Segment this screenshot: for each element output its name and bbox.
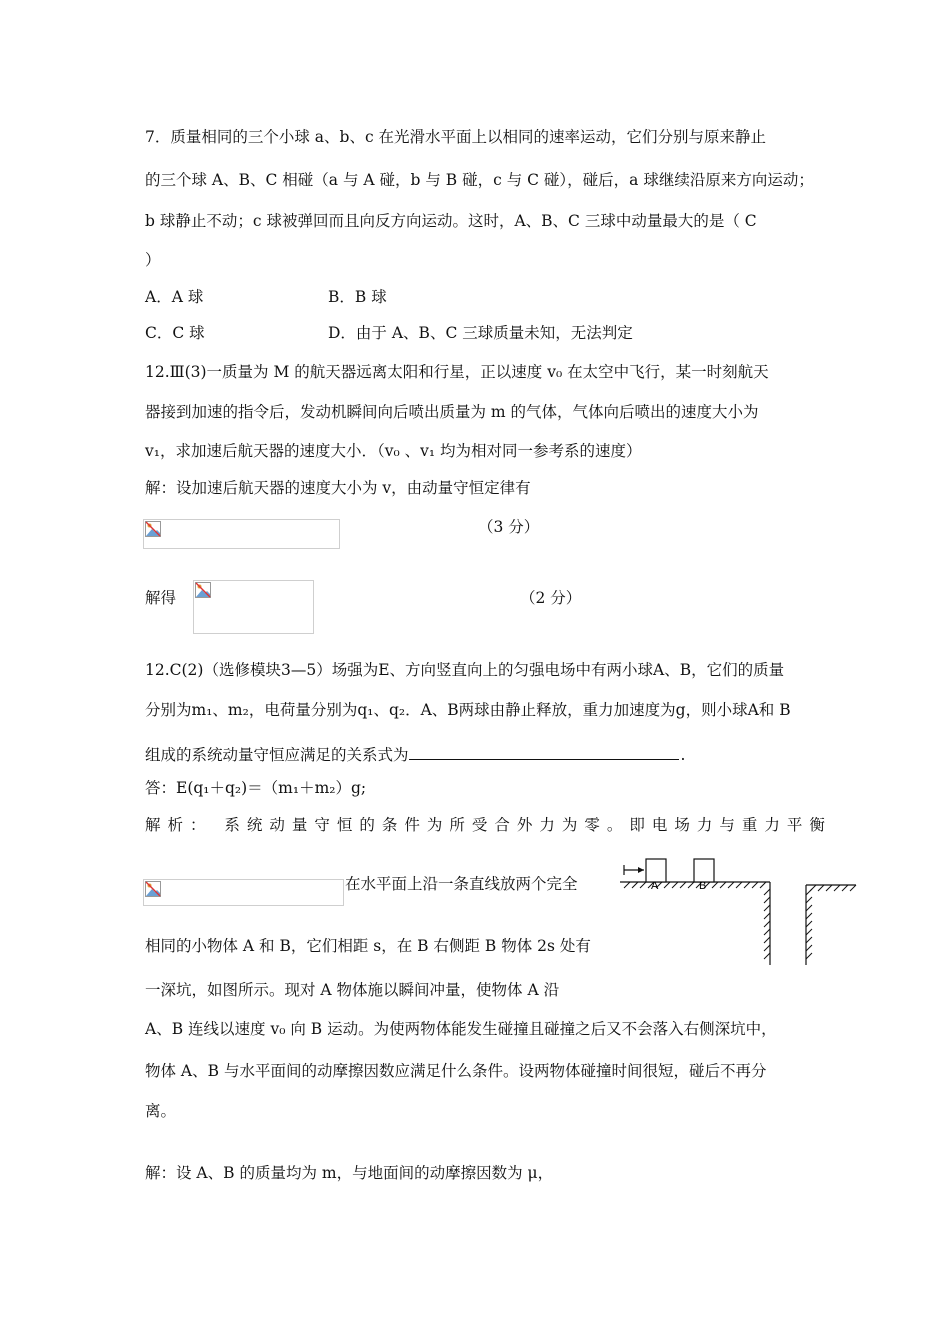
q12-3-line-3: v₁，求加速后航天器的速度大小．（v₀ 、v₁ 均为相对同一参考系的速度） (145, 442, 642, 460)
q7-line-1: 7．质量相同的三个小球 a、b、c 在光滑水平面上以相同的速率运动，它们分别与原来静止 (145, 128, 767, 146)
q12c-line-1: 12.C(2)（选修模块3—5）场强为E、方向竖直向上的匀强电场中有两小球A、B，它们的质量 (145, 661, 785, 679)
block-a (646, 859, 666, 882)
q12c-line-3-end: . (680, 746, 686, 764)
q7-line-3: b 球静止不动；c 球被弹回而且向反方向运动。这时，A、B、C 三球中动量最大的是（ C (145, 212, 757, 230)
pit-line-6: 离。 (145, 1102, 177, 1120)
pit-line-3: 一深坑，如图所示。现对 A 物体施以瞬间冲量，使物体 A 沿 (145, 981, 560, 999)
pit-solution: 解：设 A、B 的质量均为 m，与地面间的动摩擦因数为 μ， (145, 1164, 554, 1182)
equation-image-1 (143, 519, 340, 549)
q7-line-2: 的三个球 A、B、C 相碰（a 与 A 碰，b 与 B 碰，c 与 C 碰），碰后，a 球继续沿原来方向运动； (145, 171, 814, 189)
q7-option-c: C．C 球 (145, 324, 205, 342)
broken-image-icon (145, 881, 161, 897)
block-a-label: A (651, 880, 659, 892)
broken-image-icon (145, 521, 161, 537)
equation-image-3 (143, 879, 344, 906)
pit-line-4: A、B 连线以速度 v₀ 向 B 运动。为使两物体能发生碰撞且碰撞之后又不会落入右侧深坑中， (145, 1020, 777, 1038)
score-3: （3 分） (478, 518, 540, 536)
q7-option-a: A．A 球 (145, 288, 204, 306)
q12-3-line-1: 12.Ⅲ(3)一质量为 M 的航天器远离太阳和行星，正以速度 v₀ 在太空中飞行，某一时刻航天 (145, 363, 769, 381)
q12-3-line-2: 器接到加速的指令后，发动机瞬间向后喷出质量为 m 的气体，气体向后喷出的速度大小为 (145, 403, 759, 421)
q12c-line-3 (145, 743, 685, 765)
q12-3-solution: 解：设加速后航天器的速度大小为 v，由动量守恒定律有 (145, 479, 531, 497)
q12c-answer: 答：E(q₁＋q₂)＝（m₁＋m₂）g; (145, 779, 367, 797)
pit-diagram (620, 855, 860, 970)
pit-line-1: 在水平面上沿一条直线放两个完全 (345, 875, 578, 893)
pit-line-5: 物体 A、B 与水平面间的动摩擦因数应满足什么条件。设两物体碰撞时间很短，碰后不再分 (145, 1062, 767, 1080)
q7-option-d: D．由于 A、B、C 三球质量未知，无法判定 (328, 324, 633, 342)
q7-option-b: B．B 球 (328, 288, 387, 306)
q12c-analysis: 解析： 系统动量守恒的条件为所受合外力为零。即电场力与重力平衡 (145, 816, 832, 834)
block-b (694, 859, 714, 882)
q7-line-4: ） (145, 251, 161, 269)
broken-image-icon (195, 582, 211, 598)
q12c-line-3-text: 组成的系统动量守恒应满足的关系式为 (145, 746, 409, 764)
jiede-label: 解得 (145, 589, 177, 607)
q12c-line-2: 分别为m₁、m₂，电荷量分别为q₁、q₂．A、B两球由静止释放，重力加速度为g，则小球A和 B (145, 701, 791, 719)
answer-blank (409, 743, 679, 760)
equation-image-2 (193, 580, 314, 634)
score-2: （2 分） (520, 589, 582, 607)
block-b-label: B (699, 880, 707, 892)
pit-line-2: 相同的小物体 A 和 B，它们相距 s，在 B 右侧距 B 物体 2s 处有 (145, 937, 591, 955)
